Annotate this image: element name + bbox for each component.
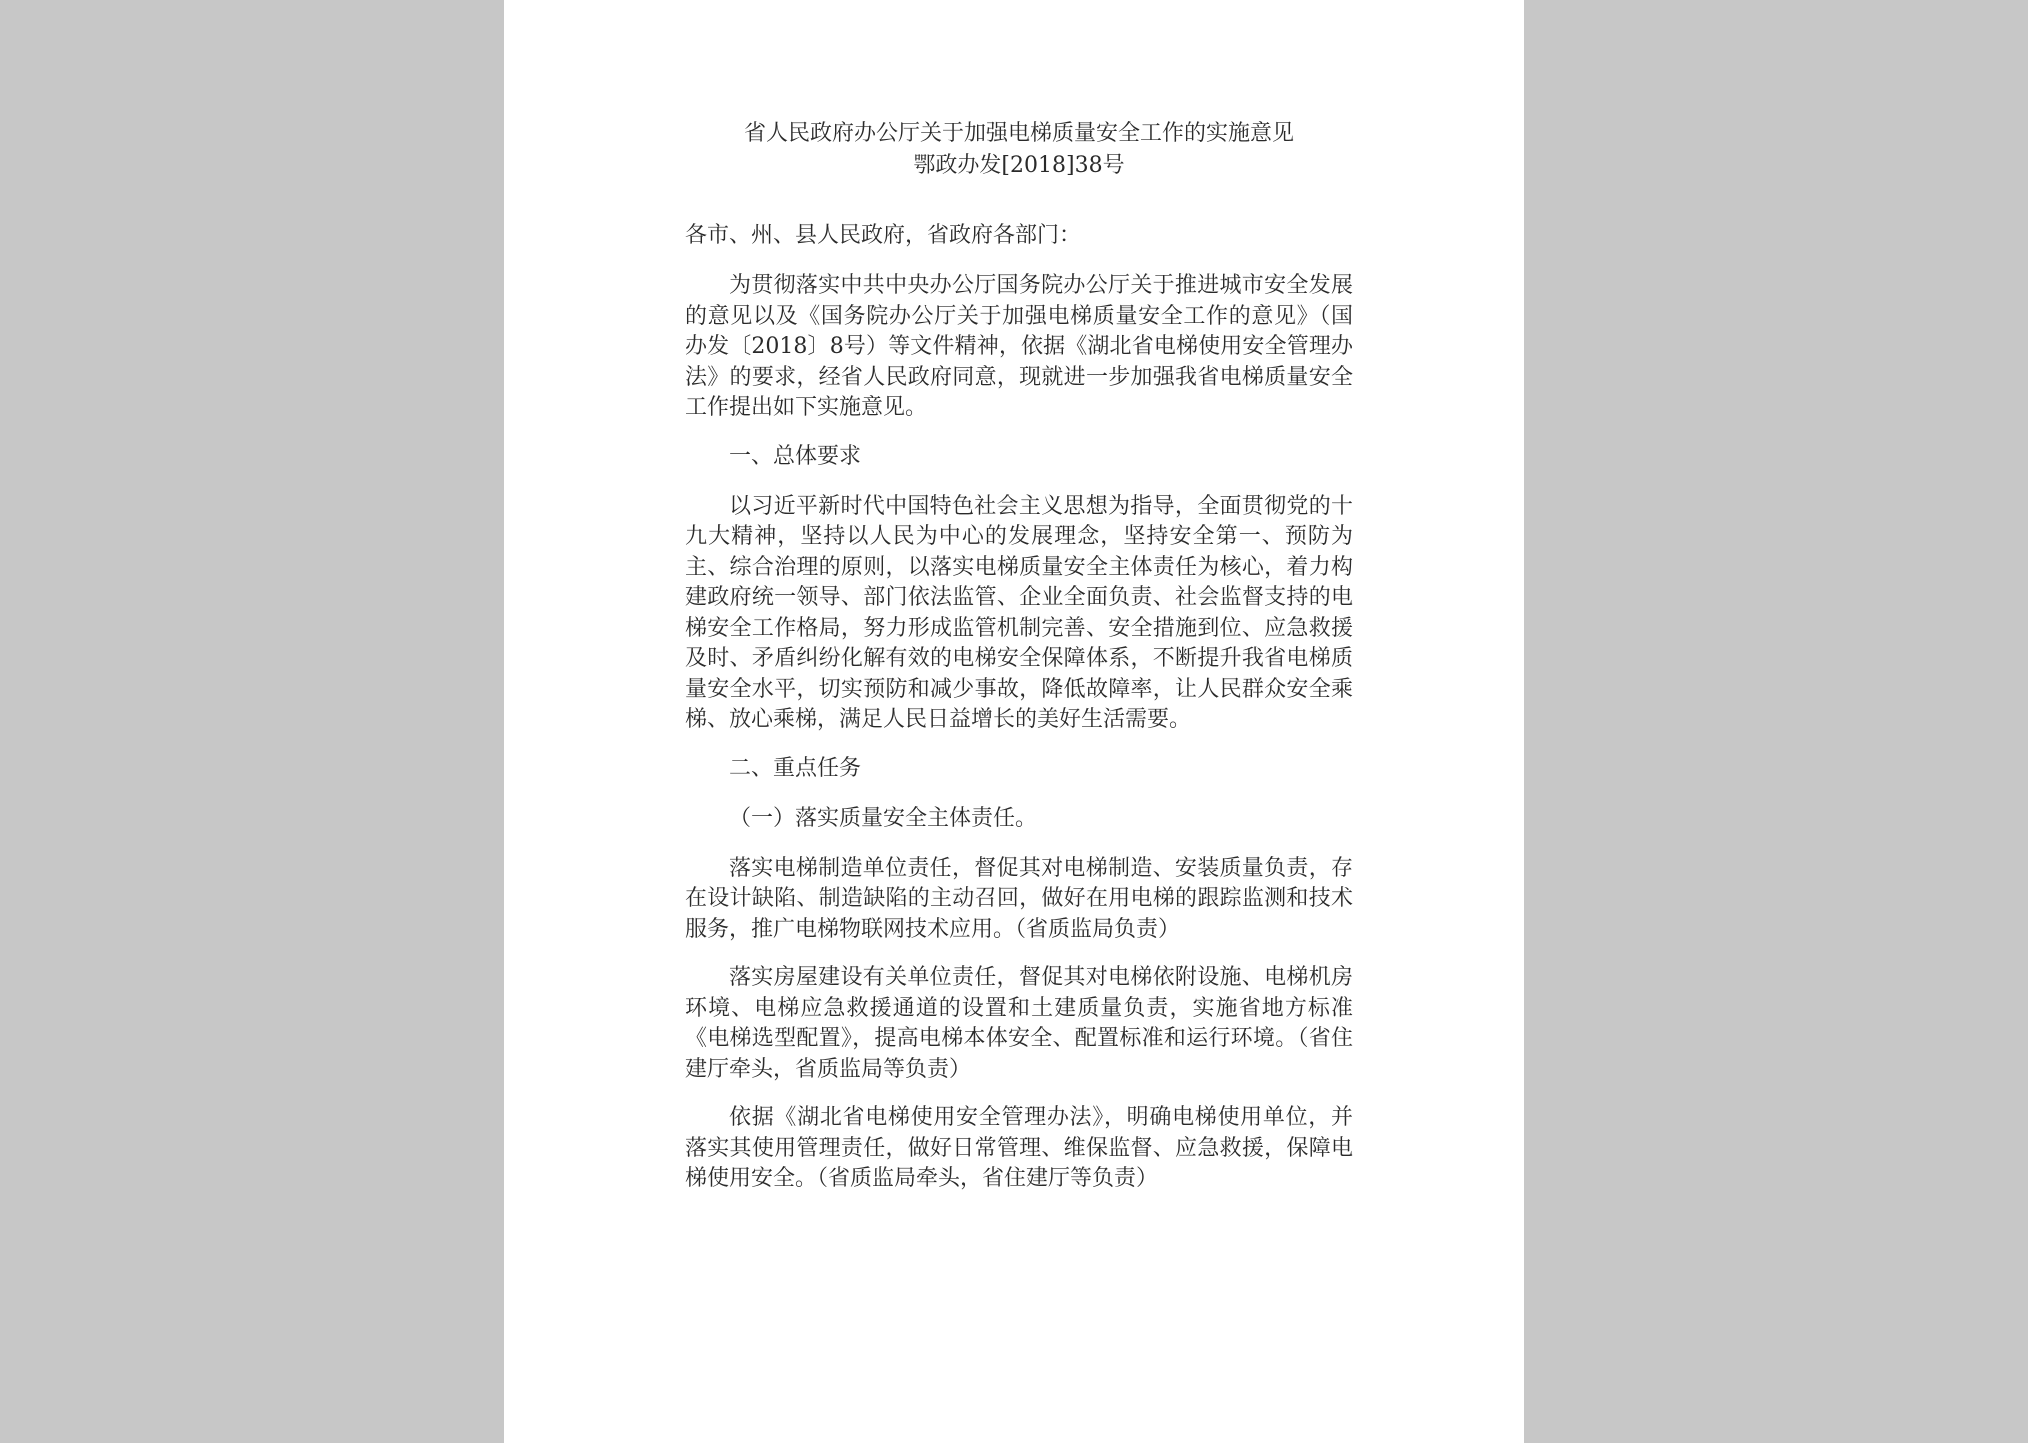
salutation: 各市、州、县人民政府，省政府各部门： xyxy=(685,223,1082,248)
general-requirements-paragraph: 以习近平新时代中国特色社会主义思想为指导，全面贯彻党的十九大精神，坚持以人民为中心的发展理念，坚持安全第一、预防为主、综合治理的原则，以落实电梯质量安全主体责任为核心，着力构建政府统一领导、部门依法监管、企业全面负责、社会监督支持的电梯安全工作格局，努力形成监管机制完善、安全措施到位、应急救援及时、矛盾纠纷化解有效的电梯安全保障体系，不断提升我省电梯质量安全水平，切实预防和减少事故，降低故障率，让人民群众安全乘梯、放心乘梯，满足人民日益增长的美好生活需要。 xyxy=(685,493,1353,732)
document-content xyxy=(685,118,1353,1213)
manufacturer-responsibility-paragraph: 落实电梯制造单位责任，督促其对电梯制造、安装质量负责，存在设计缺陷、制造缺陷的主动召回，做好在用电梯的跟踪监测和技术服务，推广电梯物联网技术应用。（省质监局负责） xyxy=(685,855,1353,942)
user-responsibility-paragraph: 依据《湖北省电梯使用安全管理办法》，明确电梯使用单位，并落实其使用管理责任，做好日常管理、维保监督、应急救援，保障电梯使用安全。（省质监局牵头，省住建厅等负责） xyxy=(685,1105,1353,1191)
section-heading-general-requirements: 一、总体要求 xyxy=(729,443,862,469)
document-page xyxy=(504,0,1524,1443)
section-heading-key-tasks: 二、重点任务 xyxy=(729,755,862,781)
intro-paragraph: 为贯彻落实中共中央办公厅国务院办公厅关于推进城市安全发展的意见以及《国务院办公厅关于加强电梯质量安全工作的意见》（国办发〔2018〕8号）等文件精神，依据《湖北省电梯使用安全管理办法》的要求，经省人民政府同意，现就进一步加强我省电梯质量安全工作提出如下实施意见。 xyxy=(685,273,1353,420)
document-title: 省人民政府办公厅关于加强电梯质量安全工作的实施意见 xyxy=(743,121,1294,146)
document-number: 鄂政办发[2018]38号 xyxy=(913,153,1125,178)
subsection-heading-responsibility: （一）落实质量安全主体责任。 xyxy=(729,805,1038,831)
construction-responsibility-paragraph: 落实房屋建设有关单位责任，督促其对电梯依附设施、电梯机房环境、电梯应急救援通道的设置和土建质量负责，实施省地方标准《电梯选型配置》，提高电梯本体安全、配置标准和运行环境。（省住建厅牵头，省质监局等负责） xyxy=(685,965,1353,1082)
